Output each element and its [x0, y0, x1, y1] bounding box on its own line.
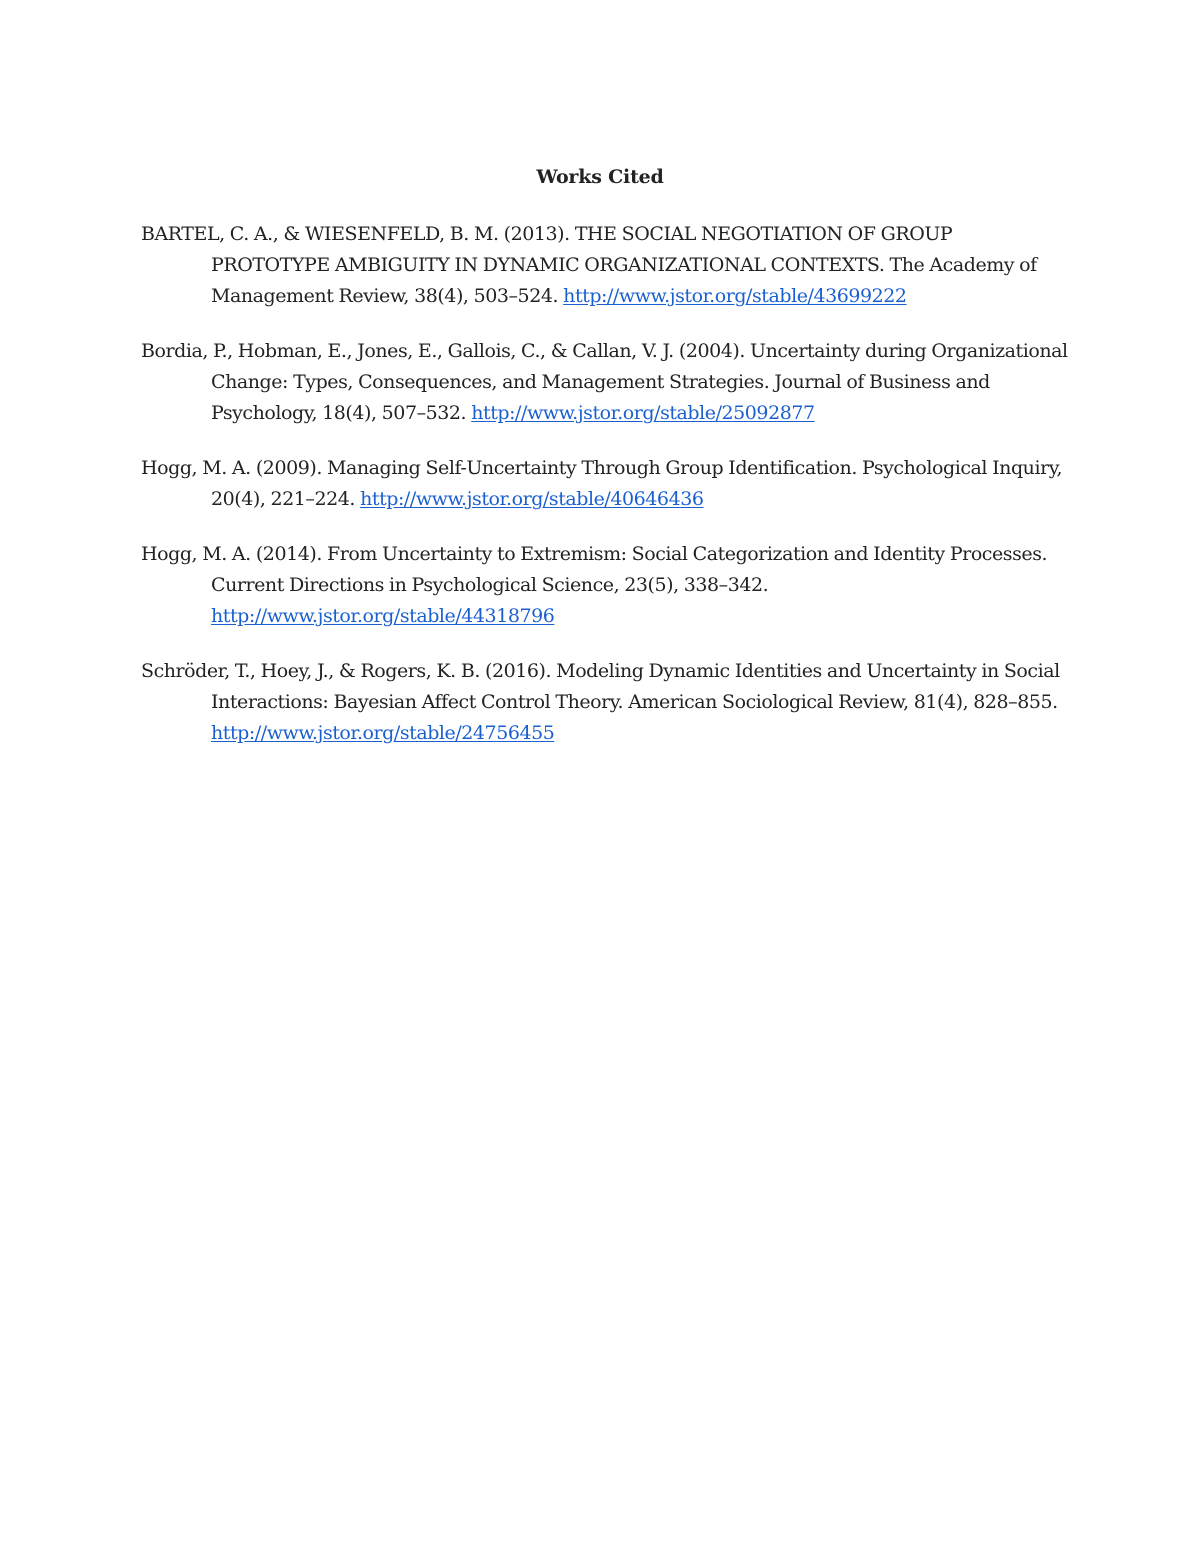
reference-text: Hogg, M. A. (2014). From Uncertainty to Extremism: Social Categorization and Identity Processes. Current Directions in Psychological Science, 23(5), 338–342. — [141, 543, 1048, 596]
page-title: Works Cited — [536, 166, 664, 188]
reference-entry — [141, 539, 1071, 632]
reference-entry — [141, 336, 1071, 429]
reference-text: Hogg, M. A. (2009). Managing Self-Uncertainty Through Group Identification. Psychological Inquiry, 20(4), 221–224. — [141, 457, 1063, 510]
reference-link[interactable]: http://www.jstor.org/stable/44318796 — [211, 605, 555, 627]
reference-link[interactable]: http://www.jstor.org/stable/25092877 — [471, 402, 815, 424]
reference-link[interactable]: http://www.jstor.org/stable/24756455 — [211, 722, 555, 744]
reference-entry — [141, 656, 1071, 749]
reference-entry — [141, 453, 1071, 515]
reference-link[interactable]: http://www.jstor.org/stable/40646436 — [360, 488, 704, 510]
reference-text: BARTEL, C. A., & WIESENFELD, B. M. (2013). THE SOCIAL NEGOTIATION OF GROUP PROTOTYPE AMBIGUITY IN DYNAMIC ORGANIZATIONAL CONTEXTS. The Academy of Management Review, 38(4), 503–524. — [141, 223, 1037, 307]
reference-text: Schröder, T., Hoey, J., & Rogers, K. B. (2016). Modeling Dynamic Identities and Uncertainty in Social Interactions: Bayesian Affect Control Theory. American Sociological Review, 81(4), 828–855. — [141, 660, 1060, 713]
reference-link[interactable]: http://www.jstor.org/stable/43699222 — [563, 285, 907, 307]
reference-text: Bordia, P., Hobman, E., Jones, E., Gallois, C., & Callan, V. J. (2004). Uncertainty during Organizational Change: Types, Consequences, and Management Strategies. Journal of Business and Psychology, 18(4), 507–532. — [141, 340, 1068, 424]
reference-list — [141, 219, 1071, 773]
reference-entry — [141, 219, 1071, 312]
